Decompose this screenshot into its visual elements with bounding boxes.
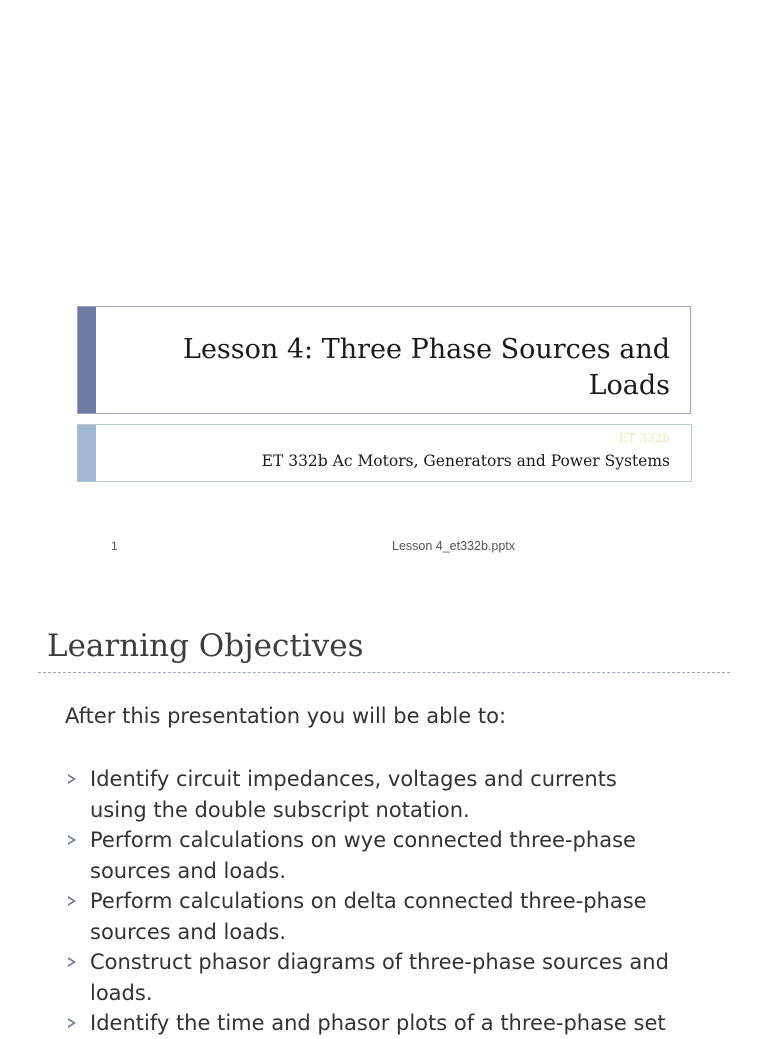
list-item xyxy=(65,886,675,947)
list-item xyxy=(65,947,675,1008)
arrow-bullet-icon xyxy=(65,772,79,786)
title-box xyxy=(77,306,691,414)
list-item-text: Identify the time and phasor plots of a three-phase set xyxy=(90,1011,666,1035)
list-item-text: Perform calculations on wye connected three-phase sources and loads. xyxy=(90,828,636,883)
slide-subtitle: ET 332b Ac Motors, Generators and Power Systems xyxy=(261,452,670,470)
objectives-list xyxy=(65,764,675,1039)
list-item xyxy=(65,1008,675,1039)
arrow-bullet-icon xyxy=(65,1016,79,1030)
list-item-text: Identify circuit impedances, voltages and currents using the double subscript notation. xyxy=(90,767,617,822)
subtitle-faint-text: ET 332b xyxy=(618,431,670,445)
title-accent-bar xyxy=(78,307,96,413)
slide-heading: Learning Objectives xyxy=(47,628,364,664)
subtitle-accent-bar xyxy=(78,425,96,481)
footer-filename: Lesson 4_et332b.pptx xyxy=(392,539,516,553)
slide-number: 1 xyxy=(111,539,118,553)
arrow-bullet-icon xyxy=(65,955,79,969)
heading-divider xyxy=(38,672,730,673)
list-item-text: Construct phasor diagrams of three-phase sources and loads. xyxy=(90,950,669,1005)
list-item-text: Perform calculations on delta connected three-phase sources and loads. xyxy=(90,889,647,944)
intro-text: After this presentation you will be able to: xyxy=(65,704,507,728)
list-item xyxy=(65,825,675,886)
arrow-bullet-icon xyxy=(65,833,79,847)
slide-2 xyxy=(0,590,768,1035)
slide-title: Lesson 4: Three Phase Sources and Loads xyxy=(183,334,670,401)
list-item xyxy=(65,764,675,825)
subtitle-box xyxy=(77,424,692,482)
arrow-bullet-icon xyxy=(65,894,79,908)
